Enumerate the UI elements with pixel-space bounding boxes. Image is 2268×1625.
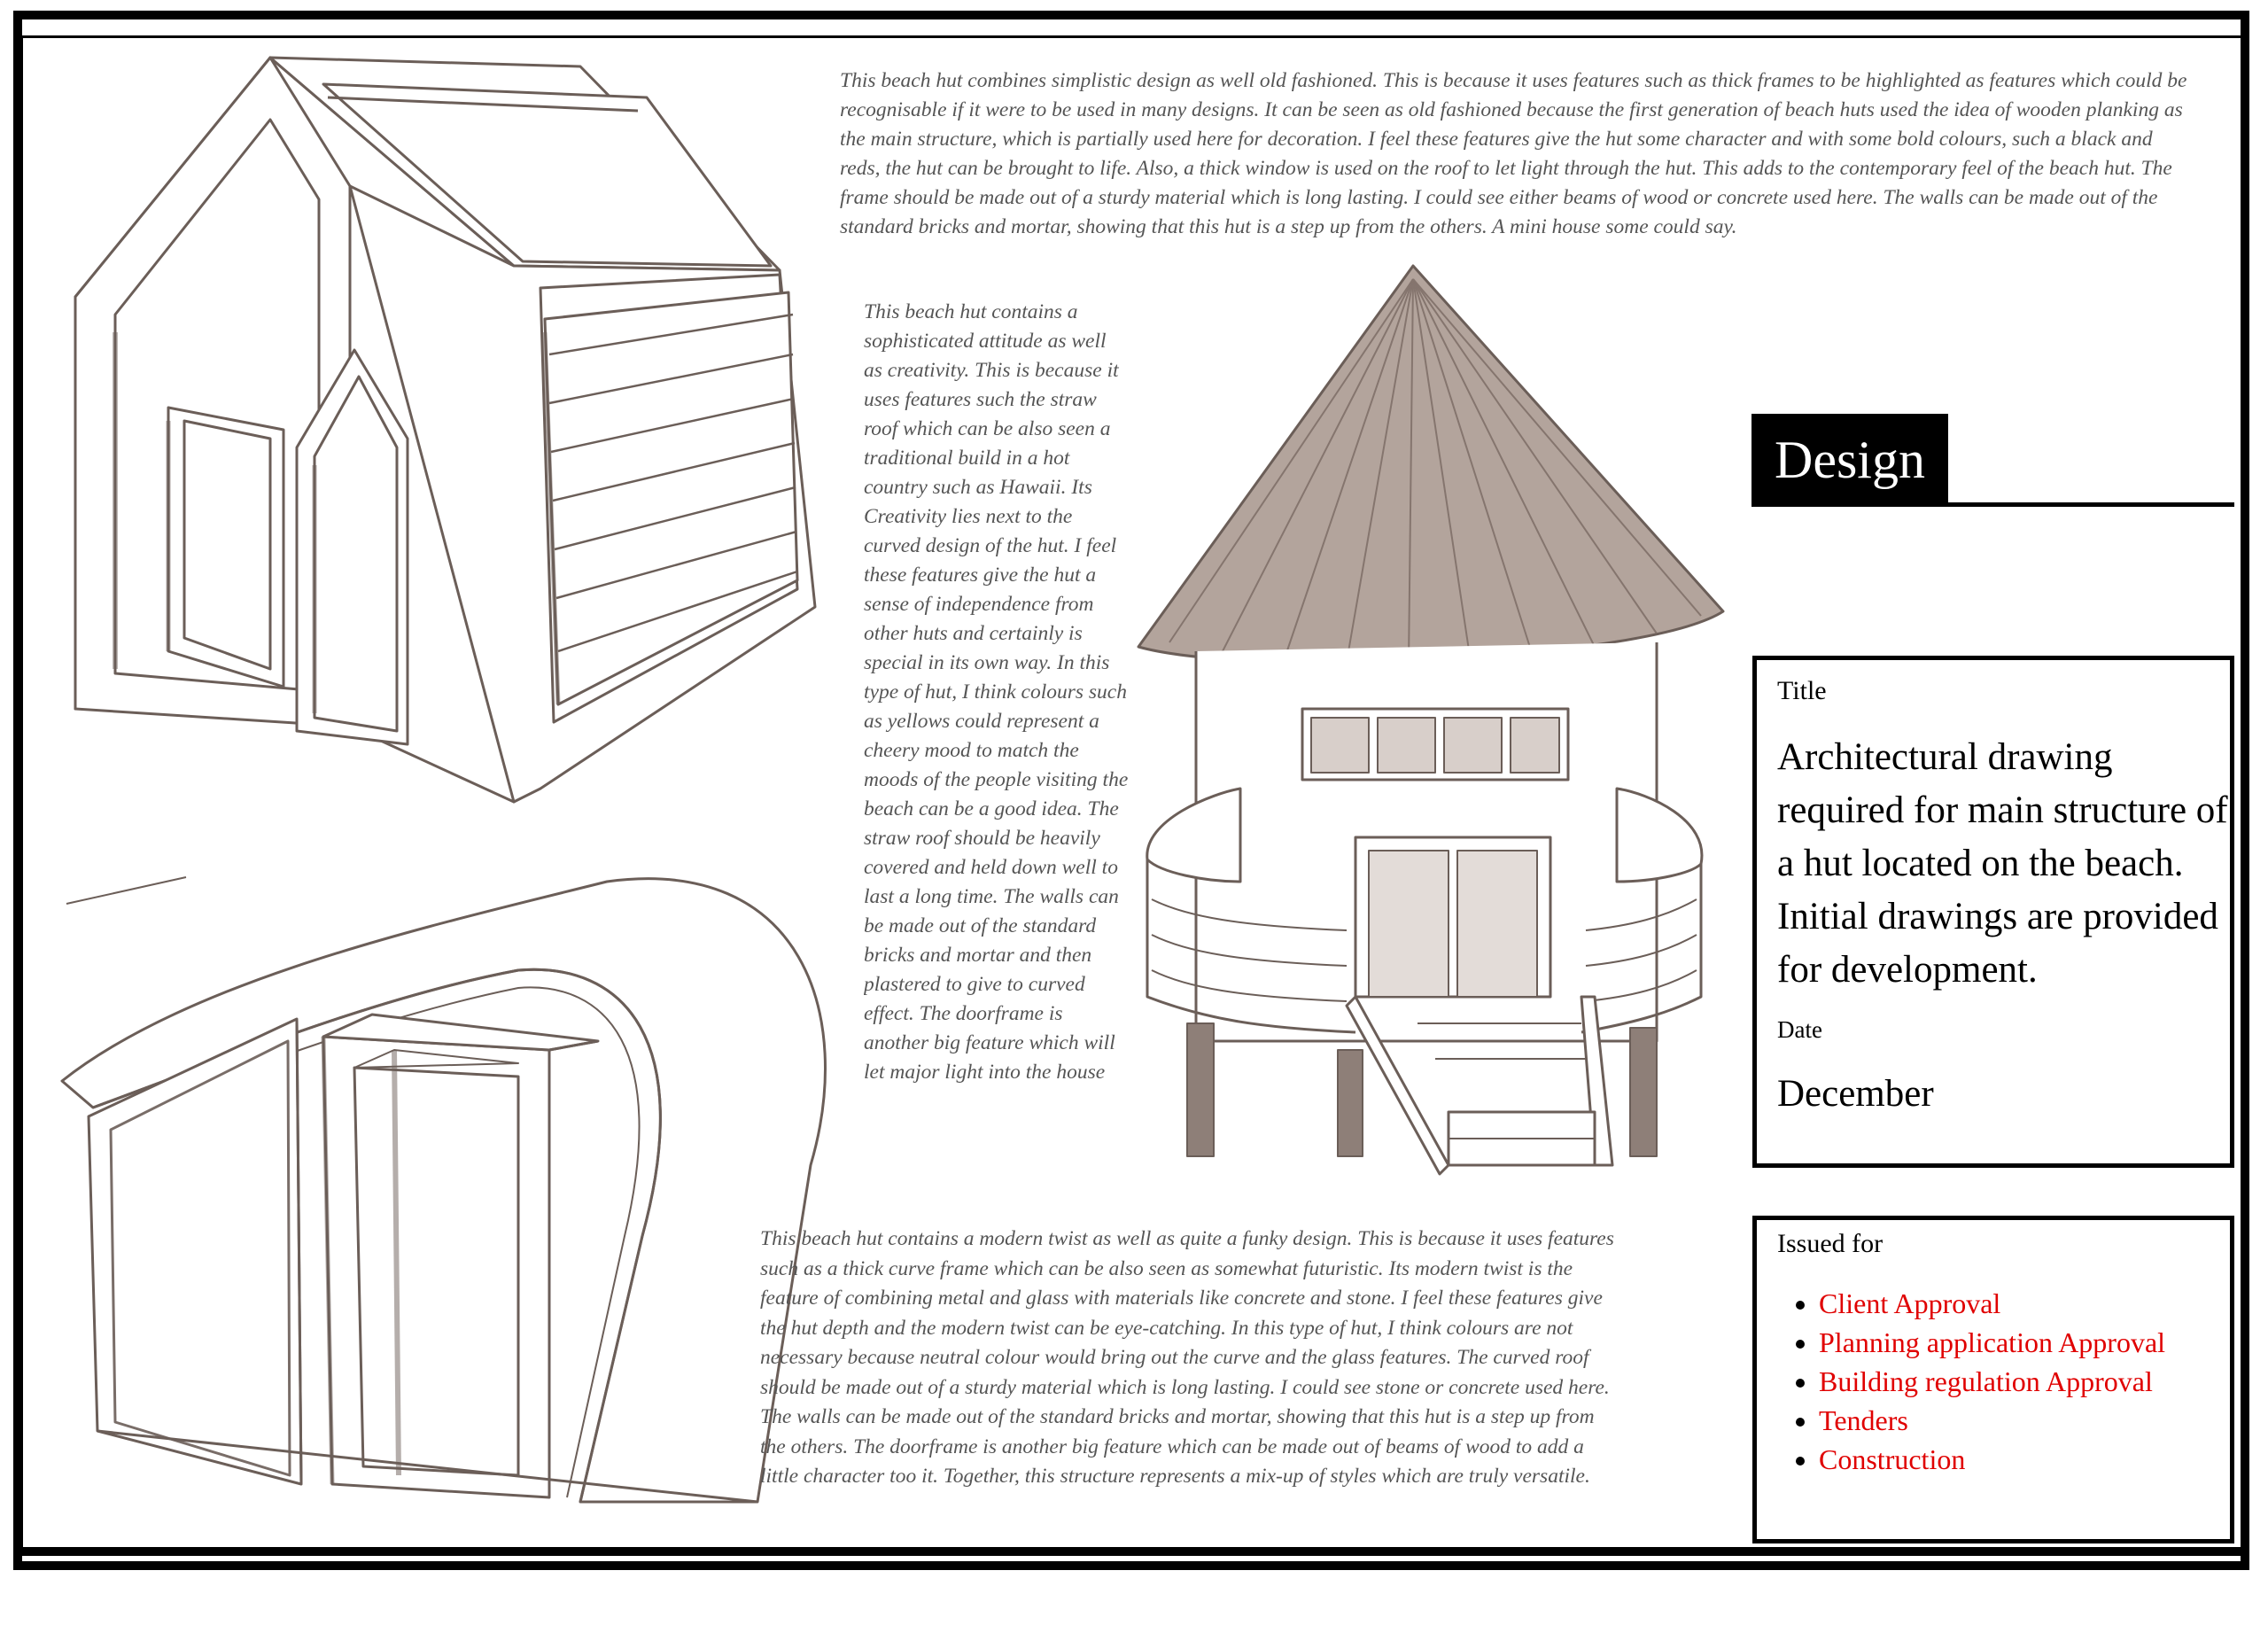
list-item: • Client Approval (1819, 1284, 2165, 1323)
round-hut-sketch (1134, 261, 1736, 1183)
title-block (1752, 656, 2234, 1168)
issued-for-block (1752, 1216, 2234, 1543)
list-item: • Building regulation Approval (1819, 1362, 2165, 1401)
list-item: • Tenders (1819, 1401, 2165, 1440)
issued-for-list (1775, 1284, 2165, 1479)
design-underline (1751, 502, 2234, 507)
gabled-hut-sketch (62, 49, 824, 837)
issued-for-label: Issued for (1777, 1229, 1884, 1258)
list-item: • Construction (1819, 1440, 2165, 1479)
paragraph-round-hut: This beach hut contains a sophisticated attitude as well as creativity. This is because it uses features such the straw roof which can be also seen a traditional build in a hot country such as Hawaii. Its Creativity lies next to the curved design of the hut. I feel these features give the hut a sense of independence from other huts and certainly is special in its own way. In this type of hut, I think colours such as yellows could represent a cheery mood to match the moods of the people visiting the beach can be a good idea. The straw roof should be heavily covered and held down well to last a long time. The walls can be made out of the standard bricks and mortar and then plastered to give to curved effect. The doorframe is another big feature which will let major light into the house (864, 300, 1129, 1084)
design-heading: Design (1751, 414, 1948, 506)
list-item: • Planning application Approval (1819, 1323, 2165, 1362)
paragraph-gabled-hut: This beach hut combines simplistic design as well old fashioned. This is because it uses features such as thick frames to be highlighted as features which could be recognisable if it were to be used in many designs. It can be seen as old fashioned because the first generation of beach huts used the idea of wooden planking as the main structure, which is partially used here for decoration. I feel these features give the hut some character and with some bold colours, such a black and reds, the hut can be brought to life. Also, a thick window is used on the roof to let light through the hut. This adds to the contemporary feel of the beach hut. The frame should be made out of a sturdy material which is long lasting. I could see either beams of wood or concrete used here. The walls can be made out of the standard bricks and mortar, showing that this hut is a step up from the others. A mini house some could say. (840, 69, 2187, 238)
date-value: December (1777, 1073, 1934, 1115)
bottom-border (13, 1547, 2249, 1556)
paragraph-curved-hut: This beach hut contains a modern twist as well as quite a funky design. This is because it uses features such as a thick curve frame which can be also seen as somewhat futuristic. Its modern twist is the feature of combining metal and glass with materials like concrete and stone. I feel these features give the hut depth and the modern twist can be eye-catching. In this type of hut, I think colours are not necessary because neutral colour would bring out the curve and the glass features. The curved roof should be made out of a sturdy material which is long lasting. I could see stone or concrete used here. The walls can be made out of the standard bricks and mortar, showing that this hut is a step up from the others. The doorframe is another big feature which can be made out of beams of wood to add a little character too it. Together, this structure represents a mix-up of styles which are truly versatile. (760, 1227, 1614, 1488)
title-description: Architectural drawing required for main structure of a hut located on the beach. Initial drawings are provided for development. (1777, 736, 2228, 991)
title-label: Title (1777, 676, 1827, 705)
date-label: Date (1777, 1016, 1822, 1043)
curved-hut-sketch (58, 864, 837, 1520)
